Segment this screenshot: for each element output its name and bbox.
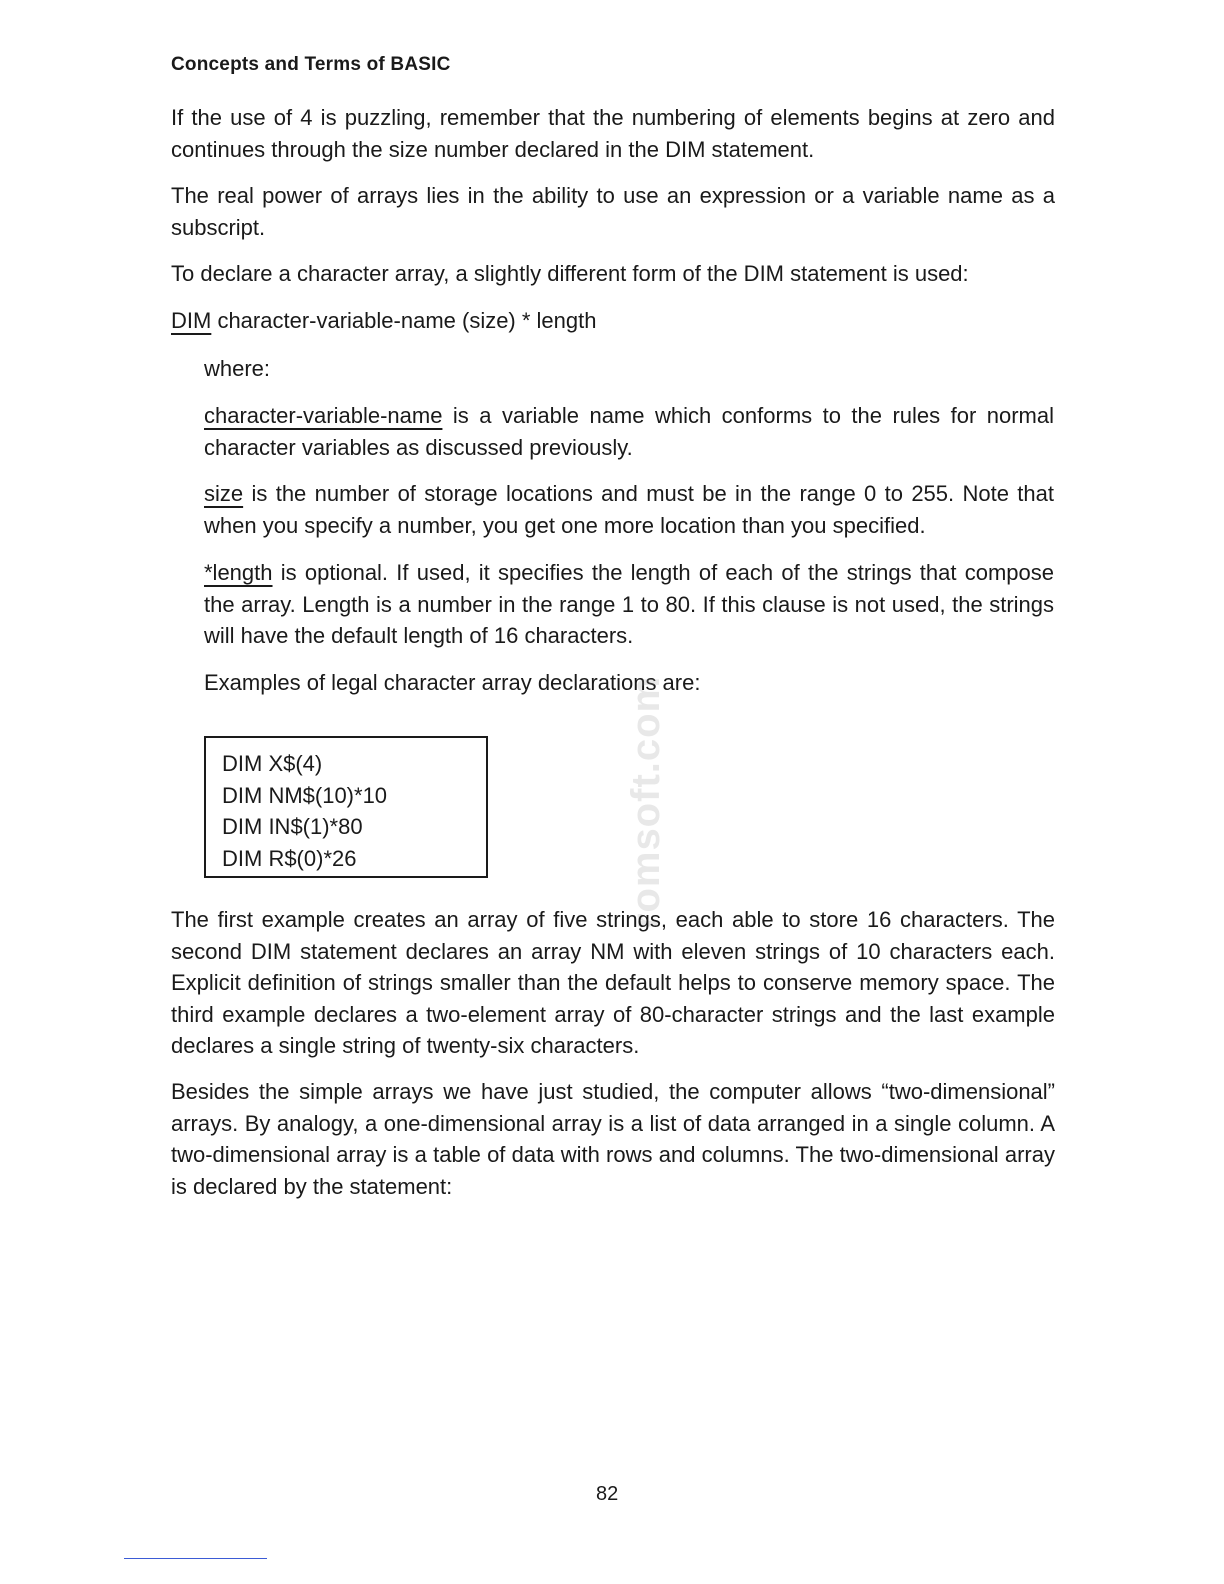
definition-text: is optional. If used, it specifies the length of each of the strings that compose the array. Length is a number in the range 1 to 80. If this clause is not used, the strings will have the default length of 16 characters. [204,560,1054,648]
definition-length [204,557,1054,652]
definition-term: *length [204,560,273,585]
definition-character-variable-name [204,400,1054,463]
paragraph-array-numbering: If the use of 4 is puzzling, remember that the numbering of elements begins at zero and continues through the size number declared in the DIM statement. [171,105,1055,162]
syntax-arguments: character-variable-name (size) * length [211,308,597,333]
syntax-keyword: DIM [171,308,212,333]
watermark: romsoft.com [624,675,669,930]
definition-size [204,478,1054,541]
examples-intro: Examples of legal character array declarations are: [204,670,701,695]
code-line: DIM NM$(10)*10 [222,782,388,808]
where-label: where: [204,356,271,381]
definition-text: is the number of storage locations and must be in the range 0 to 255. Note that when you specify a number, you get one more location than you specified. [204,481,1054,538]
code-line: DIM R$(0)*26 [222,845,357,871]
bottom-rule-divider [124,1558,267,1559]
page-number: 82 [596,1483,619,1505]
code-example-box [204,736,488,878]
syntax-line [171,305,1055,337]
definition-text: is a variable name which conforms to the rules for normal character variables as discussed previously. [204,403,1054,460]
paragraph-array-power: The real power of arrays lies in the ability to use an expression or a variable name as a subscript. [171,183,1055,240]
code-line: DIM IN$(1)*80 [222,814,363,839]
paragraph-two-dimensional: Besides the simple arrays we have just studied, the computer allows “two-dimensional” arrays. By analogy, a one-dimensional array is a list of data arranged in a single column. A two-dimensional array is a table of data with rows and columns. The two-dimensional array is declared by the statement: [171,1079,1055,1199]
paragraph-examples-explained: The first example creates an array of five strings, each able to store 16 characters. The second DIM statement declares an array NM with eleven strings of 10 characters each. Explicit definition of strings smaller than the default helps to conserve memory space. The third example declares a two-element array of 80-character strings and the last example declares a single string of twenty-six characters. [171,907,1055,1058]
code-line: DIM X$(4) [222,751,323,776]
section-heading: Concepts and Terms of BASIC [171,54,451,75]
definition-term: character-variable-name [204,403,443,428]
paragraph-character-array-intro: To declare a character array, a slightly different form of the DIM statement is used: [171,261,969,286]
definition-term: size [204,481,244,506]
